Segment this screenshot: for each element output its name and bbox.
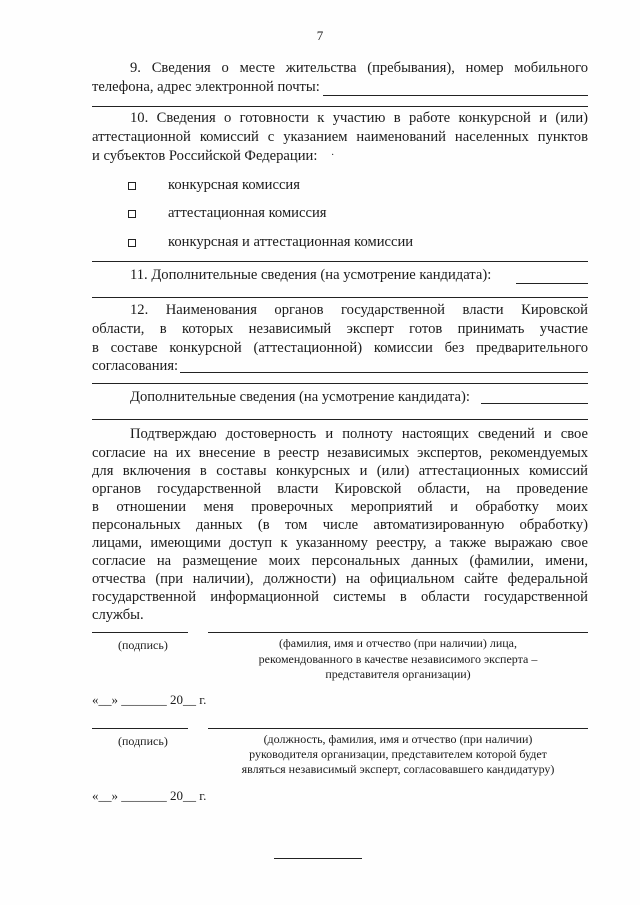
item10-line2: аттестационной комиссий с указанием наименований населенных пунктов: [92, 129, 588, 145]
signature1-date[interactable]: «__» _______ 20__ г.: [92, 692, 207, 707]
signature2-caption-2: руководителя организации, представителем которой будет: [249, 747, 547, 761]
checkbox-both[interactable]: [128, 239, 136, 247]
item11-blank-line: [92, 297, 588, 298]
consent-line-8: согласие на размещение моих персональных данных (фамилии, имени,: [92, 553, 588, 569]
item12-extra-blank-line: [92, 419, 588, 420]
consent-line-9: отчества (при наличии), должности) на официальном сайте федеральной: [92, 571, 588, 587]
end-separator-line: [274, 858, 362, 859]
signature2-caption-1: (должность, фамилия, имя и отчество (при наличии): [263, 732, 533, 746]
item10-line1: 10. Сведения о готовности к участию в работе конкурсной и (или): [130, 110, 588, 126]
page-number: 7: [316, 28, 324, 43]
option-konkursnaya: конкурсная комиссия: [168, 177, 300, 193]
item9-line1: 9. Сведения о месте жительства (пребывания), номер мобильного: [130, 60, 588, 76]
item12-line1: 12. Наименования органов государственной власти Кировской: [130, 302, 588, 318]
item11-fill-line: [516, 283, 588, 284]
item10-line3: и субъектов Российской Федерации:: [92, 148, 318, 164]
item12-blank-line: [92, 383, 588, 384]
signature2-sign-label: (подпись): [118, 734, 168, 748]
signature2-sign-line[interactable]: [92, 728, 188, 729]
consent-line-1: Подтверждаю достоверность и полноту настоящих сведений и свое: [130, 426, 588, 442]
signature2-caption-3: являться независимый эксперт, согласовавшего кандидатуру): [241, 762, 555, 776]
item9-fill-line: [323, 95, 588, 96]
consent-line-11: службы.: [92, 607, 144, 623]
item10-blank-line: [92, 261, 588, 262]
item9-line2: телефона, адрес электронной почты:: [92, 79, 320, 95]
signature2-date[interactable]: «__» _______ 20__ г.: [92, 788, 207, 803]
item12-line2: области, в которых независимый эксперт готов принимать участие: [92, 321, 588, 337]
item11-text: 11. Дополнительные сведения (на усмотрение кандидата):: [130, 267, 492, 283]
consent-line-5: в отношении меня проверочных мероприятий и обработку моих: [92, 499, 588, 515]
signature2-name-line[interactable]: [208, 728, 588, 729]
signature1-sign-label: (подпись): [118, 638, 168, 652]
item12-extra: Дополнительные сведения (на усмотрение кандидата):: [130, 389, 470, 405]
signature1-sign-line[interactable]: [92, 632, 188, 633]
item12-extra-fill-line: [481, 403, 588, 404]
item12-fill-line: [180, 372, 588, 373]
signature1-caption-3: представителя организации): [325, 667, 471, 681]
checkbox-attestatsionnaya[interactable]: [128, 210, 136, 218]
option-attestatsionnaya: аттестационная комиссия: [168, 205, 327, 221]
item12-line3: в составе конкурсной (аттестационной) комиссии без предварительного: [92, 340, 588, 356]
signature1-caption-2: рекомендованного в качестве независимого эксперта –: [258, 652, 538, 666]
checkbox-konkursnaya[interactable]: [128, 182, 136, 190]
consent-line-4: органов государственной власти Кировской области, на проведение: [92, 481, 588, 497]
stray-mark: ·: [331, 150, 335, 161]
consent-line-7: лицами, имеющими доступ к указанному реестру, а также выражаю свое: [92, 535, 588, 551]
consent-line-3: для включения в составы конкурсных и (или) аттестационных комиссий: [92, 463, 588, 479]
consent-line-6: персональных данных (в том числе автоматизированную обработку): [92, 517, 588, 533]
item12-line4: согласования:: [92, 358, 179, 374]
signature1-name-line[interactable]: [208, 632, 588, 633]
signature1-caption-1: (фамилия, имя и отчество (при наличии) лица,: [278, 636, 518, 650]
item9-blank-line: [92, 106, 588, 107]
consent-line-10: государственной информационной системы в области государственной: [92, 589, 588, 605]
option-both: конкурсная и аттестационная комиссии: [168, 234, 414, 250]
consent-line-2: согласие на их внесение в реестр независимых экспертов, рекомендуемых: [92, 445, 588, 461]
